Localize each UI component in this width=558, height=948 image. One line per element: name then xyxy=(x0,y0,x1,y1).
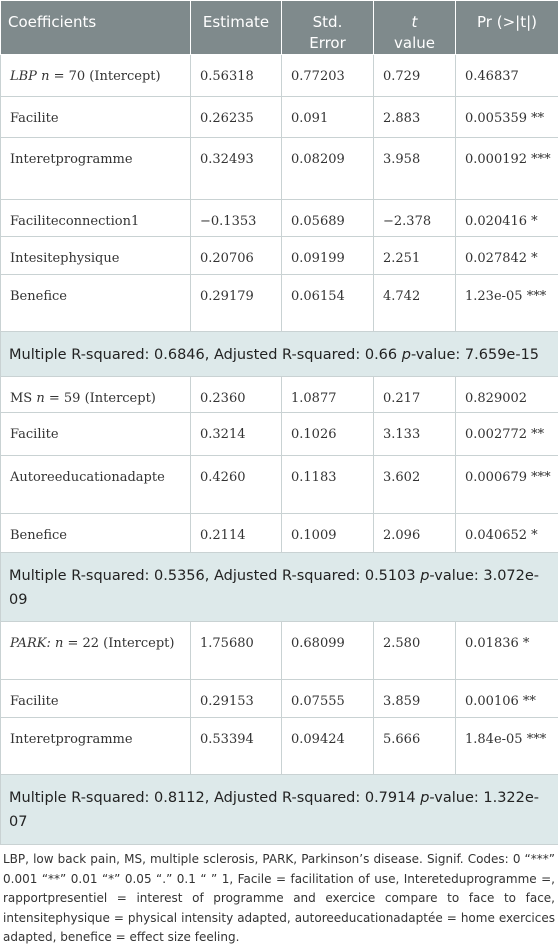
lbp-intercept-row xyxy=(1,55,558,97)
row-name: Facilite xyxy=(1,413,191,456)
lbp-summary-a: Multiple R-squared: 0.6846, Adjusted R-squared: 0.66 xyxy=(9,347,402,363)
row-p: 1.23e-05 *** xyxy=(456,275,558,332)
ms-intercept-row xyxy=(1,377,558,413)
lbp-summary-p: p xyxy=(402,347,411,363)
header-coefficients: Coefficients xyxy=(1,1,191,55)
lbp-label-abbrev: LBP xyxy=(10,69,37,84)
ms-summary xyxy=(1,553,558,622)
lbp-label-n: n xyxy=(37,69,50,84)
ms-summary-p: p xyxy=(420,568,429,584)
row-se: 0.1009 xyxy=(282,514,374,553)
row-se: 0.05689 xyxy=(282,200,374,237)
lbp-summary-b: -value: 7.659e-15 xyxy=(411,347,539,363)
ms-label xyxy=(1,377,191,413)
lbp-intercept-estimate: 0.56318 xyxy=(191,55,282,97)
table-row xyxy=(1,237,558,275)
ms-label-abbrev: MS xyxy=(10,391,36,406)
header-std-error-line2: Error xyxy=(309,34,346,52)
ms-label-n: n xyxy=(36,391,44,406)
park-summary xyxy=(1,775,558,845)
row-p: 0.002772 ** xyxy=(456,413,558,456)
lbp-intercept-t: 0.729 xyxy=(374,55,456,97)
row-se: 0.08209 xyxy=(282,138,374,200)
park-summary-a: Multiple R-squared: 0.8112, Adjusted R-squared: 0.7914 xyxy=(9,790,420,806)
row-estimate: −0.1353 xyxy=(191,200,282,237)
row-t: 4.742 xyxy=(374,275,456,332)
table-row xyxy=(1,138,558,200)
lbp-intercept-se: 0.77203 xyxy=(282,55,374,97)
header-t-line2: value xyxy=(394,34,435,52)
row-se: 0.07555 xyxy=(282,680,374,718)
row-se: 0.09424 xyxy=(282,718,374,775)
table-row xyxy=(1,514,558,553)
row-name: Interetprogramme xyxy=(1,138,191,200)
table-row xyxy=(1,456,558,514)
park-intercept-se: 0.68099 xyxy=(282,622,374,680)
table-row xyxy=(1,680,558,718)
row-se: 0.1026 xyxy=(282,413,374,456)
row-name: Autoreeducationadapte xyxy=(1,456,191,514)
header-t-value xyxy=(374,1,456,55)
row-p: 0.020416 * xyxy=(456,200,558,237)
ms-intercept-se: 1.0877 xyxy=(282,377,374,413)
row-p: 0.00106 ** xyxy=(456,680,558,718)
ms-label-rest: = 59 (Intercept) xyxy=(45,391,156,406)
row-estimate: 0.29179 xyxy=(191,275,282,332)
ms-summary-row xyxy=(1,553,558,622)
row-estimate: 0.26235 xyxy=(191,97,282,138)
row-name: Interetprogramme xyxy=(1,718,191,775)
park-label xyxy=(1,622,191,680)
row-t: −2.378 xyxy=(374,200,456,237)
lbp-summary xyxy=(1,332,558,377)
row-p: 1.84e-05 *** xyxy=(456,718,558,775)
row-name: Benefice xyxy=(1,514,191,553)
row-name: Faciliteconnection1 xyxy=(1,200,191,237)
row-se: 0.091 xyxy=(282,97,374,138)
row-p: 0.005359 ** xyxy=(456,97,558,138)
row-t: 3.958 xyxy=(374,138,456,200)
row-name: Facilite xyxy=(1,680,191,718)
row-estimate: 0.2114 xyxy=(191,514,282,553)
park-label-rest: = 22 (Intercept) xyxy=(63,636,174,651)
row-estimate: 0.3214 xyxy=(191,413,282,456)
row-name: Intesitephysique xyxy=(1,237,191,275)
header-pr: Pr (>|t|) xyxy=(456,1,558,55)
row-p: 0.040652 * xyxy=(456,514,558,553)
park-intercept-row xyxy=(1,622,558,680)
header-std-error-line1: Std. xyxy=(313,13,343,31)
park-summary-row xyxy=(1,775,558,845)
row-name: Facilite xyxy=(1,97,191,138)
table-row xyxy=(1,200,558,237)
park-intercept-t: 2.580 xyxy=(374,622,456,680)
park-label-n: n xyxy=(51,636,64,651)
table-footnote: LBP, low back pain, MS, multiple sclerosis, PARK, Parkinson’s disease. Signif. Codes: 0 “***” 0.001 “**” 0.01 “*” 0.05 “.” 0.1 “ ” 1, Facile = facilitation of use, Intereteduprogramme =, rapportpresentiel = interest of programme and exercice compare to face to face, intensitephysique = physical intensity adapted, autoreeducationadaptée = home exercices adapted, benefice = effect size feeling. xyxy=(0,850,555,948)
row-p: 0.000679 *** xyxy=(456,456,558,514)
row-t: 3.859 xyxy=(374,680,456,718)
header-t-line1: t xyxy=(412,13,418,31)
lbp-intercept-p: 0.46837 xyxy=(456,55,558,97)
row-se: 0.1183 xyxy=(282,456,374,514)
row-t: 2.096 xyxy=(374,514,456,553)
header-std-error xyxy=(282,1,374,55)
park-summary-p: p xyxy=(420,790,429,806)
header-estimate: Estimate xyxy=(191,1,282,55)
ms-summary-a: Multiple R-squared: 0.5356, Adjusted R-squared: 0.5103 xyxy=(9,568,420,584)
row-estimate: 0.20706 xyxy=(191,237,282,275)
lbp-label-rest: = 70 (Intercept) xyxy=(49,69,160,84)
row-estimate: 0.4260 xyxy=(191,456,282,514)
row-se: 0.06154 xyxy=(282,275,374,332)
row-t: 2.251 xyxy=(374,237,456,275)
ms-intercept-estimate: 0.2360 xyxy=(191,377,282,413)
row-t: 3.133 xyxy=(374,413,456,456)
ms-summary-b: -value: 3.072e-09 xyxy=(9,568,539,608)
park-intercept-p: 0.01836 * xyxy=(456,622,558,680)
row-t: 3.602 xyxy=(374,456,456,514)
row-t: 2.883 xyxy=(374,97,456,138)
row-estimate: 0.53394 xyxy=(191,718,282,775)
row-p: 0.000192 *** xyxy=(456,138,558,200)
row-p: 0.027842 * xyxy=(456,237,558,275)
row-se: 0.09199 xyxy=(282,237,374,275)
park-summary-b: -value: 1.322e-07 xyxy=(9,790,539,830)
lbp-summary-row xyxy=(1,332,558,377)
table-row xyxy=(1,413,558,456)
ms-intercept-t: 0.217 xyxy=(374,377,456,413)
park-intercept-estimate: 1.75680 xyxy=(191,622,282,680)
ms-intercept-p: 0.829002 xyxy=(456,377,558,413)
row-name: Benefice xyxy=(1,275,191,332)
lbp-label xyxy=(1,55,191,97)
table-row xyxy=(1,718,558,775)
row-estimate: 0.29153 xyxy=(191,680,282,718)
park-label-abbrev: PARK: xyxy=(10,636,51,651)
table-row xyxy=(1,275,558,332)
row-estimate: 0.32493 xyxy=(191,138,282,200)
table-row xyxy=(1,97,558,138)
row-t: 5.666 xyxy=(374,718,456,775)
header-row xyxy=(1,1,558,55)
